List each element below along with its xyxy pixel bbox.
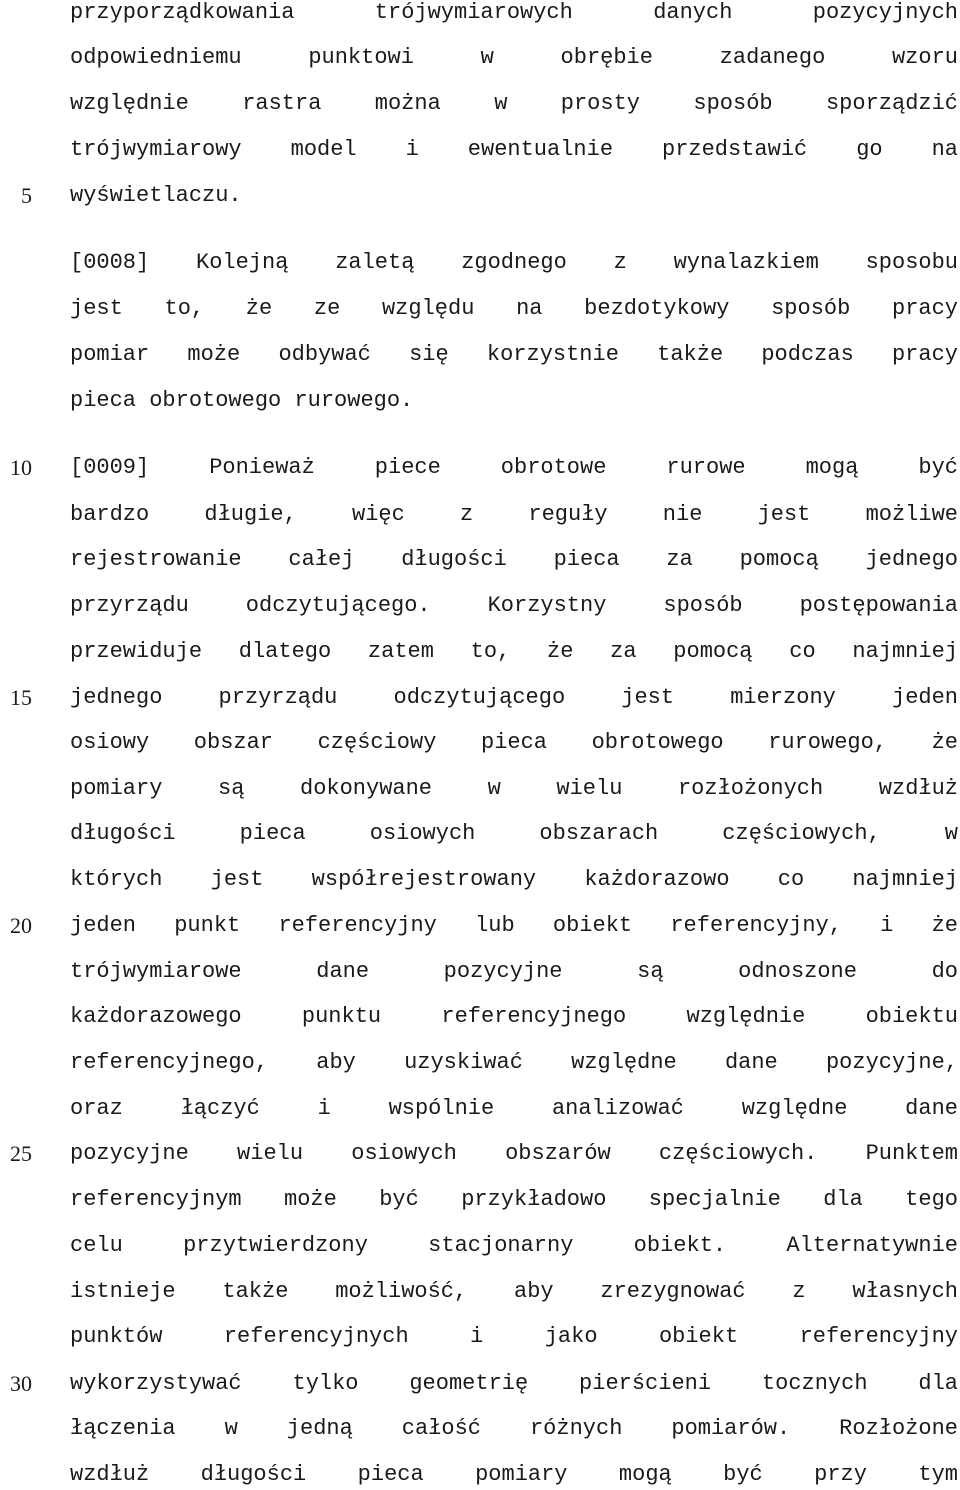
text-line: odpowiedniemu punktowi w obrębie zadanego wzoru (70, 45, 958, 70)
text-line: przyrządu odczytującego. Korzystny sposób postępowania (70, 593, 958, 618)
text-line: długości pieca osiowych obszarach częściowych, w (70, 821, 958, 846)
text-line: pomiary są dokonywane w wielu rozłożonych wzdłuż (70, 776, 958, 801)
paragraph-0008-line: [0008] Kolejną zaletą zgodnego z wynalazkiem sposobu (70, 250, 958, 275)
line-number: 10 (10, 455, 32, 480)
text-line: trójwymiarowe dane pozycyjne są odnoszone do (70, 959, 958, 984)
text-line: oraz łączyć i wspólnie analizować względne dane (70, 1096, 958, 1121)
line-number: 20 (10, 913, 32, 938)
line-number: 15 (10, 685, 32, 710)
text-line: referencyjnego, aby uzyskiwać względne dane pozycyjne, (70, 1050, 958, 1075)
text-line: względnie rastra można w prosty sposób sporządzić (70, 91, 958, 116)
paragraph-0009-line: [0009] Ponieważ piece obrotowe rurowe mogą być (70, 455, 958, 480)
text-line: jednego przyrządu odczytującego jest mierzony jeden (70, 685, 958, 710)
text-line: trójwymiarowy model i ewentualnie przedstawić go na (70, 137, 958, 162)
text-line: pomiar może odbywać się korzystnie także podczas pracy (70, 342, 958, 367)
text-line: referencyjnym może być przykładowo specjalnie dla tego (70, 1187, 958, 1212)
text-line: celu przytwierdzony stacjonarny obiekt. Alternatywnie (70, 1233, 958, 1258)
text-line: istnieje także możliwość, aby zrezygnować z własnych (70, 1279, 958, 1304)
text-line: wzdłuż długości pieca pomiary mogą być przy tym (70, 1462, 958, 1487)
text-line: wyświetlaczu. (70, 183, 242, 208)
text-line: wykorzystywać tylko geometrię pierścieni tocznych dla (70, 1371, 958, 1396)
text-line: jeden punkt referencyjny lub obiekt referencyjny, i że (70, 913, 958, 938)
text-line: każdorazowego punktu referencyjnego względnie obiektu (70, 1004, 958, 1029)
text-line: pozycyjne wielu osiowych obszarów częściowych. Punktem (70, 1141, 958, 1166)
text-line: przyporządkowania trójwymiarowych danych pozycyjnych (70, 0, 958, 25)
text-line: punktów referencyjnych i jako obiekt referencyjny (70, 1324, 958, 1349)
text-line: pieca obrotowego rurowego. (70, 388, 414, 413)
text-line: łączenia w jedną całość różnych pomiarów. Rozłożone (70, 1416, 958, 1441)
text-line: przewiduje dlatego zatem to, że za pomocą co najmniej (70, 639, 958, 664)
text-line: bardzo długie, więc z reguły nie jest możliwe (70, 502, 958, 527)
text-line: rejestrowanie całej długości pieca za pomocą jednego (70, 547, 958, 572)
line-number: 30 (10, 1371, 32, 1396)
text-line: osiowy obszar częściowy pieca obrotowego rurowego, że (70, 730, 958, 755)
text-line: jest to, że ze względu na bezdotykowy sposób pracy (70, 296, 958, 321)
text-line: których jest współrejestrowany każdorazowo co najmniej (70, 867, 958, 892)
line-number: 5 (21, 183, 32, 208)
line-number: 25 (10, 1141, 32, 1166)
